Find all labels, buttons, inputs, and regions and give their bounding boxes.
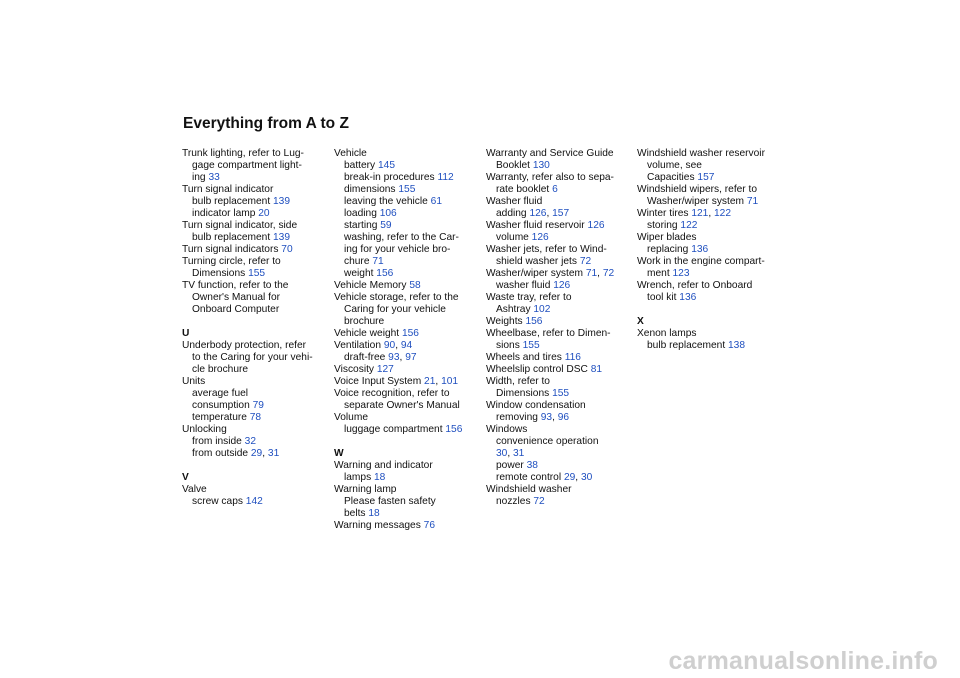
index-entry (334, 280, 482, 292)
page-link[interactable]: 18 (374, 472, 386, 483)
index-entry (486, 292, 634, 304)
index-subentry (637, 292, 785, 304)
entry-text: Winter tires (637, 208, 692, 219)
page-link[interactable]: 136 (691, 244, 709, 255)
entry-text: Xenon lamps (637, 328, 697, 339)
page-link[interactable]: 6 (552, 184, 558, 195)
page-link[interactable]: 20 (258, 208, 270, 219)
index-subentry (334, 232, 482, 244)
index-subentry (334, 256, 482, 268)
index-subentry (486, 340, 634, 352)
entry-text: Volume (334, 412, 368, 423)
index-entry (486, 268, 634, 280)
entry-text: Caring for your vehicle (344, 304, 446, 315)
page-link[interactable]: 71 (372, 256, 384, 267)
entry-text: volume (496, 232, 532, 243)
page-title: Everything from A to Z (183, 115, 349, 132)
page-link[interactable]: 61 (430, 196, 442, 207)
entry-text: screw caps (192, 496, 246, 507)
entry-text: Vehicle weight (334, 328, 402, 339)
index-entry (637, 184, 785, 196)
index-subentry (486, 304, 634, 316)
page-link[interactable]: 90 (383, 340, 396, 351)
index-subentry (334, 472, 482, 484)
index-entry (637, 208, 785, 220)
index-subentry (334, 400, 482, 412)
page-link[interactable]: 156 (401, 328, 419, 339)
index-subentry (334, 424, 482, 436)
entry-text: weight (344, 268, 377, 279)
index-entry (486, 424, 634, 436)
index-entry (637, 148, 785, 160)
entry-text: Wheelslip control DSC (486, 364, 591, 375)
entry-text: brochure (344, 316, 385, 327)
page-separator: , (507, 448, 514, 459)
index-subentry (486, 388, 634, 400)
page-link[interactable]: 122 (714, 208, 732, 219)
index-subentry (334, 244, 482, 256)
entry-text: leaving the vehicle (344, 196, 431, 207)
index-entry (334, 292, 482, 304)
entry-text: consumption (192, 400, 253, 411)
index-entry (334, 364, 482, 376)
entry-text: average fuel (192, 388, 249, 399)
entry-text: bulb replacement (192, 232, 273, 243)
page-link[interactable]: 72 (579, 256, 592, 267)
page-link[interactable]: 136 (679, 292, 697, 303)
index-subentry (637, 172, 785, 184)
entry-text: Washer/wiper system (647, 196, 747, 207)
page-link[interactable]: 93 (388, 352, 400, 363)
index-subentry (182, 364, 330, 376)
index-subentry (486, 448, 634, 460)
entry-text: tool kit (647, 292, 680, 303)
page-link[interactable]: 156 (376, 268, 394, 279)
index-subentry (182, 400, 330, 412)
entry-text: rate booklet (496, 184, 553, 195)
entry-text: remote control (496, 472, 564, 483)
page-link[interactable]: 94 (400, 340, 413, 351)
entry-text: Waste tray, refer to (486, 292, 572, 303)
page-separator: , (597, 268, 603, 279)
page-separator: , (575, 472, 581, 483)
page-link[interactable]: 155 (552, 388, 570, 399)
index-subentry (182, 172, 330, 184)
index-subentry (486, 208, 634, 220)
index-subentry (486, 436, 634, 448)
index-entry (334, 412, 482, 424)
entry-text: volume, see (647, 160, 702, 171)
page-link[interactable]: 155 (398, 184, 416, 195)
page-link[interactable]: 142 (245, 496, 263, 507)
section-gap (182, 460, 330, 472)
index-entry (334, 388, 482, 400)
index-subentry (182, 304, 330, 316)
index-subentry (182, 436, 330, 448)
page-link[interactable]: 116 (564, 352, 581, 363)
index-subentry (334, 268, 482, 280)
entry-text: Windshield washer reservoir (637, 148, 765, 159)
page-link[interactable]: 30 (580, 472, 593, 483)
index-column-1 (182, 148, 330, 508)
watermark: carmanualsonline.info (668, 647, 938, 675)
index-entry (334, 376, 482, 388)
entry-text: belts (344, 508, 369, 519)
entry-text: starting (344, 220, 381, 231)
entry-text: sions (496, 340, 523, 351)
index-subentry (182, 412, 330, 424)
index-entry (486, 172, 634, 184)
entry-text: Vehicle storage, refer to the (334, 292, 459, 303)
entry-text: Please fasten safety (344, 496, 436, 507)
index-entry (182, 256, 330, 268)
page-link[interactable]: 58 (409, 280, 421, 291)
entry-text: Ventilation (334, 340, 384, 351)
page-link[interactable]: 29 (250, 448, 263, 459)
entry-text: Turn signal indicator, side (182, 220, 298, 231)
entry-text: Wrench, refer to Onboard (637, 280, 753, 291)
page-link[interactable]: 127 (376, 364, 394, 375)
entry-text: replacing (647, 244, 692, 255)
index-subentry (637, 244, 785, 256)
entry-text: Capacities (647, 172, 698, 183)
entry-text: Width, refer to (486, 376, 550, 387)
page-separator: , (552, 412, 558, 423)
index-entry (334, 484, 482, 496)
page-link[interactable]: 21 (424, 376, 436, 387)
page-link[interactable]: 157 (552, 208, 570, 219)
entry-text: separate Owner's Manual (344, 400, 460, 411)
page-link[interactable]: 93 (540, 412, 553, 423)
page-link[interactable]: 72 (602, 268, 615, 279)
index-entry (334, 148, 482, 160)
index-subentry (334, 304, 482, 316)
entry-text: Washer jets, refer to Wind- (486, 244, 607, 255)
index-entry (486, 328, 634, 340)
page-link[interactable]: 59 (380, 220, 392, 231)
index-entry (486, 244, 634, 256)
entry-text: Washer/wiper system (486, 268, 586, 279)
entry-text: Unlocking (182, 424, 227, 435)
entry-text: Windshield wipers, refer to (637, 184, 758, 195)
page-separator: , (435, 376, 442, 387)
index-entry (182, 340, 330, 352)
entry-text: Ashtray (496, 304, 534, 315)
page-link[interactable]: 156 (445, 424, 463, 435)
entry-text: dimensions (344, 184, 399, 195)
entry-text: Trunk lighting, refer to Lug- (182, 148, 304, 159)
page-link[interactable]: 157 (697, 172, 715, 183)
index-column-4 (637, 148, 785, 352)
entry-text: Work in the engine compart- (637, 256, 765, 267)
index-subentry (637, 268, 785, 280)
entry-text: Washer fluid reservoir (486, 220, 588, 231)
index-entry (182, 484, 330, 496)
entry-text: Onboard Computer (192, 304, 280, 315)
index-entry (334, 328, 482, 340)
entry-text: storing (647, 220, 681, 231)
index-subentry (486, 232, 634, 244)
index-subentry (334, 220, 482, 232)
index-entry (637, 256, 785, 268)
index-subentry (182, 292, 330, 304)
entry-text: removing (496, 412, 541, 423)
entry-text: temperature (192, 412, 250, 423)
entry-text: Warning lamp (334, 484, 397, 495)
index-entry (486, 316, 634, 328)
entry-text: Booklet (496, 160, 533, 171)
page-link[interactable]: 155 (248, 268, 266, 279)
entry-text: indicator lamp (192, 208, 259, 219)
entry-text: Turning circle, refer to (182, 256, 281, 267)
index-entry (182, 148, 330, 160)
index-subentry (334, 352, 482, 364)
index-subentry (182, 160, 330, 172)
page-link[interactable]: 30 (496, 448, 508, 459)
page-link[interactable]: 112 (437, 172, 454, 183)
entry-text: convenience operation (496, 436, 599, 447)
page-link[interactable]: 97 (405, 352, 417, 363)
page-link[interactable]: 32 (244, 436, 256, 447)
page-link[interactable]: 122 (680, 220, 698, 231)
page-link[interactable]: 18 (368, 508, 380, 519)
page-link[interactable]: 126 (531, 232, 549, 243)
entry-text: break-in procedures (344, 172, 438, 183)
page-link[interactable]: 126 (529, 208, 547, 219)
page-link[interactable]: 155 (522, 340, 540, 351)
page-link[interactable]: 96 (557, 412, 570, 423)
index-entry (637, 328, 785, 340)
page-link[interactable]: 139 (272, 196, 290, 207)
page-link[interactable]: 121 (691, 208, 709, 219)
entry-text: Windshield washer (486, 484, 572, 495)
entry-text: chure (344, 256, 373, 267)
index-subentry (182, 268, 330, 280)
entry-text: lamps (344, 472, 375, 483)
index-subentry (637, 220, 785, 232)
entry-text: ment (647, 268, 673, 279)
index-entry (637, 280, 785, 292)
index-subentry (182, 448, 330, 460)
section-letter: U (182, 328, 190, 339)
section-gap (334, 436, 482, 448)
index-subentry (182, 496, 330, 508)
entry-text: battery (344, 160, 378, 171)
entry-text: Warranty, refer also to sepa- (486, 172, 614, 183)
entry-text: ing for your vehicle bro- (344, 244, 451, 255)
entry-text: cle brochure (192, 364, 249, 375)
index-subentry (182, 232, 330, 244)
index-subentry (486, 496, 634, 508)
index-subentry (486, 184, 634, 196)
index-entry (486, 352, 634, 364)
section-gap (182, 316, 330, 328)
index-entry (334, 520, 482, 532)
index-entry (486, 220, 634, 232)
entry-text: bulb replacement (192, 196, 273, 207)
index-entry (182, 220, 330, 232)
page-link[interactable]: 101 (441, 376, 459, 387)
page-link[interactable]: 70 (281, 244, 293, 255)
index-subentry (334, 496, 482, 508)
entry-text: Warranty and Service Guide (486, 148, 614, 159)
page-link[interactable]: 145 (377, 160, 395, 171)
index-subentry (334, 196, 482, 208)
index-subentry (182, 388, 330, 400)
section-letter: X (637, 316, 644, 327)
page-link[interactable]: 29 (563, 472, 576, 483)
entry-text: Washer fluid (486, 196, 543, 207)
entry-text: bulb replacement (647, 340, 728, 351)
index-subentry (334, 508, 482, 520)
entry-text: adding (496, 208, 530, 219)
index-entry (637, 232, 785, 244)
entry-text: TV function, refer to the (182, 280, 289, 291)
entry-text: Vehicle (334, 148, 367, 159)
entry-text: Windows (486, 424, 528, 435)
page-link[interactable]: 102 (533, 304, 551, 315)
entry-text: draft-free (344, 352, 389, 363)
entry-text: Owner's Manual for (192, 292, 281, 303)
entry-text: Turn signal indicators (182, 244, 282, 255)
entry-text: loading (344, 208, 380, 219)
entry-text: from outside (192, 448, 251, 459)
index-subentry (486, 280, 634, 292)
entry-text: Voice Input System (334, 376, 425, 387)
index-entry (182, 184, 330, 196)
index-entry (486, 196, 634, 208)
page-link[interactable]: 106 (379, 208, 397, 219)
index-subentry (334, 316, 482, 328)
index-entry (182, 280, 330, 292)
page-link[interactable]: 123 (672, 268, 690, 279)
index-entry (334, 460, 482, 472)
entry-text: Wheels and tires (486, 352, 565, 363)
page-link[interactable]: 138 (727, 340, 745, 351)
page-link[interactable]: 38 (526, 460, 538, 471)
page-separator: , (395, 340, 401, 351)
index-subentry (334, 172, 482, 184)
index-entry (486, 148, 634, 160)
page-link[interactable]: 139 (272, 232, 290, 243)
index-column-2 (334, 148, 482, 532)
page-link[interactable]: 81 (590, 364, 603, 375)
index-entry (486, 400, 634, 412)
index-column-3 (486, 148, 634, 508)
index-subentry (182, 196, 330, 208)
page-link[interactable]: 126 (553, 280, 571, 291)
page-link[interactable]: 79 (252, 400, 264, 411)
entry-text: to the Caring for your vehi- (192, 352, 313, 363)
index-subentry (637, 160, 785, 172)
index-subentry (182, 352, 330, 364)
section-letter: V (182, 472, 189, 483)
index-subentry (486, 412, 634, 424)
index-entry (182, 376, 330, 388)
page-link[interactable]: 33 (208, 172, 220, 183)
entry-text: washer fluid (496, 280, 554, 291)
entry-text: Vehicle Memory (334, 280, 410, 291)
page-link[interactable]: 76 (423, 520, 435, 531)
index-subentry (486, 460, 634, 472)
page-separator: , (262, 448, 268, 459)
entry-text: nozzles (496, 496, 534, 507)
page-separator: , (708, 208, 715, 219)
entry-text: Underbody protection, refer (182, 340, 307, 351)
page-link[interactable]: 31 (267, 448, 280, 459)
entry-text: Window condensation (486, 400, 586, 411)
index-entry (486, 484, 634, 496)
index-entry (486, 364, 634, 376)
entry-text: Wiper blades (637, 232, 697, 243)
page-separator: , (399, 352, 406, 363)
index-entry (182, 424, 330, 436)
entry-text: luggage compartment (344, 424, 446, 435)
page-link[interactable]: 156 (525, 316, 543, 327)
index-subentry (637, 196, 785, 208)
index-subentry (637, 340, 785, 352)
page-link[interactable]: 130 (532, 160, 550, 171)
section-letter: W (334, 448, 344, 459)
index-entry (182, 244, 330, 256)
page-separator: , (546, 208, 553, 219)
page-link[interactable]: 72 (533, 496, 545, 507)
page-link[interactable]: 71 (585, 268, 598, 279)
index-subentry (486, 160, 634, 172)
entry-text: Warning and indicator (334, 460, 433, 471)
entry-text: Viscosity (334, 364, 377, 375)
index-subentry (486, 256, 634, 268)
entry-text: washing, refer to the Car- (344, 232, 459, 243)
entry-text: Warning messages (334, 520, 424, 531)
entry-text: Valve (182, 484, 207, 495)
entry-text: Turn signal indicator (182, 184, 274, 195)
index-entry (486, 376, 634, 388)
entry-text: Voice recognition, refer to (334, 388, 450, 399)
index-subentry (334, 160, 482, 172)
index-subentry (486, 472, 634, 484)
page-link[interactable]: 71 (746, 196, 759, 207)
entry-text: shield washer jets (496, 256, 580, 267)
entry-text: Dimensions (192, 268, 249, 279)
index-subentry (182, 208, 330, 220)
index-entry (334, 340, 482, 352)
index-subentry (334, 184, 482, 196)
entry-text: Units (182, 376, 206, 387)
page-link[interactable]: 31 (513, 448, 525, 459)
entry-text: power (496, 460, 527, 471)
index-subentry (334, 208, 482, 220)
entry-text: Wheelbase, refer to Dimen- (486, 328, 611, 339)
entry-text: gage compartment light- (192, 160, 302, 171)
entry-text: from inside (192, 436, 245, 447)
page-link[interactable]: 126 (587, 220, 605, 231)
entry-text: Dimensions (496, 388, 553, 399)
entry-text: Weights (486, 316, 526, 327)
entry-text: ing (192, 172, 209, 183)
page-link[interactable]: 78 (249, 412, 262, 423)
section-gap (637, 304, 785, 316)
